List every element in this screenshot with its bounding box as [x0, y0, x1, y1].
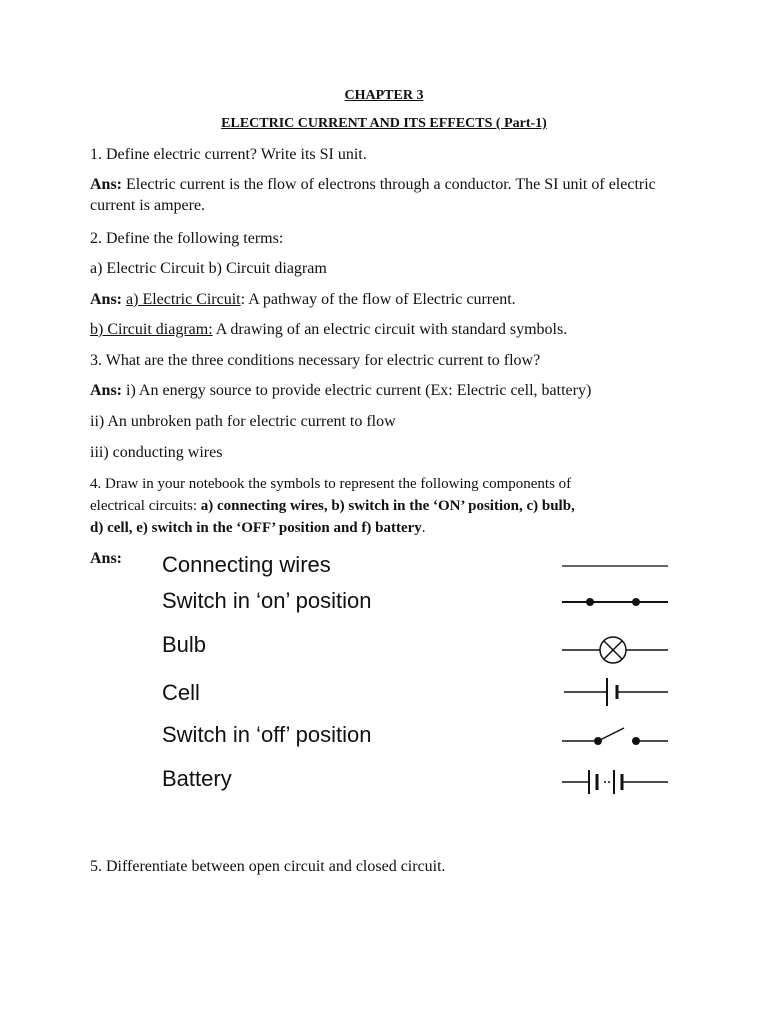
question-5: 5. Differentiate between open circuit and closed circuit.: [90, 858, 446, 875]
question-1: 1. Define electric current? Write its SI unit.: [90, 146, 367, 163]
chapter-subtitle: ELECTRIC CURRENT AND ITS EFFECTS ( Part-1): [221, 116, 547, 131]
def-electric-circuit: : A pathway of the flow of Electric current.: [240, 291, 516, 308]
cell-symbol-icon: [560, 672, 670, 712]
ans-label: Ans:: [90, 291, 123, 308]
answer-3-i-text: i) An energy source to provide electric current (Ex: Electric cell, battery): [122, 382, 592, 399]
ans-label-4: Ans:: [90, 550, 123, 567]
question-2-terms: a) Electric Circuit b) Circuit diagram: [90, 260, 327, 277]
label-switch-on: Switch in ‘on’ position: [162, 588, 372, 613]
ans-label: Ans:: [90, 382, 123, 399]
ans-label: Ans:: [90, 176, 123, 193]
answer-3-ii: ii) An unbroken path for electric current to flow: [90, 413, 396, 430]
label-switch-off: Switch in ‘off’ position: [162, 722, 372, 747]
chapter-heading: CHAPTER 3: [344, 88, 424, 103]
def-circuit-diagram: A drawing of an electric circuit with standard symbols.: [212, 321, 568, 338]
question-4-lead: 4. Draw in your notebook the symbols to represent the following components of: [90, 476, 572, 492]
answer-1-text: Electric current is the flow of electrons through a conductor. The SI unit of electric current is ampere.: [90, 176, 656, 214]
question-3: 3. What are the three conditions necessary for electric current to flow?: [90, 352, 541, 369]
bulb-symbol-icon: [560, 630, 670, 670]
battery-symbol-icon: [560, 762, 670, 802]
answer-3-iii: iii) conducting wires: [90, 444, 223, 461]
question-4-line2b: a) connecting wires, b) switch in the ‘ON’ position, c) bulb,: [200, 498, 575, 514]
switch-on-symbol-icon: [560, 582, 670, 622]
label-battery: Battery: [162, 766, 232, 791]
term-circuit-diagram: b) Circuit diagram:: [90, 321, 213, 338]
label-bulb: Bulb: [162, 632, 207, 657]
question-4: [90, 473, 710, 539]
wire-symbol-icon: [560, 546, 670, 586]
answer-1: [90, 174, 690, 216]
label-cell: Cell: [162, 680, 200, 705]
answer-2b: [90, 319, 690, 340]
question-4-line3-end: .: [421, 520, 426, 536]
term-electric-circuit: a) Electric Circuit: [126, 291, 241, 308]
label-connecting-wires: Connecting wires: [162, 552, 331, 577]
answer-3-i: [90, 380, 690, 401]
answer-2a: [90, 289, 690, 310]
question-4-line3: d) cell, e) switch in the ‘OFF’ position and f) battery: [90, 520, 422, 536]
switch-off-symbol-icon: [560, 718, 670, 758]
question-2: 2. Define the following terms:: [90, 230, 284, 247]
question-4-line2a: electrical circuits:: [90, 498, 201, 514]
